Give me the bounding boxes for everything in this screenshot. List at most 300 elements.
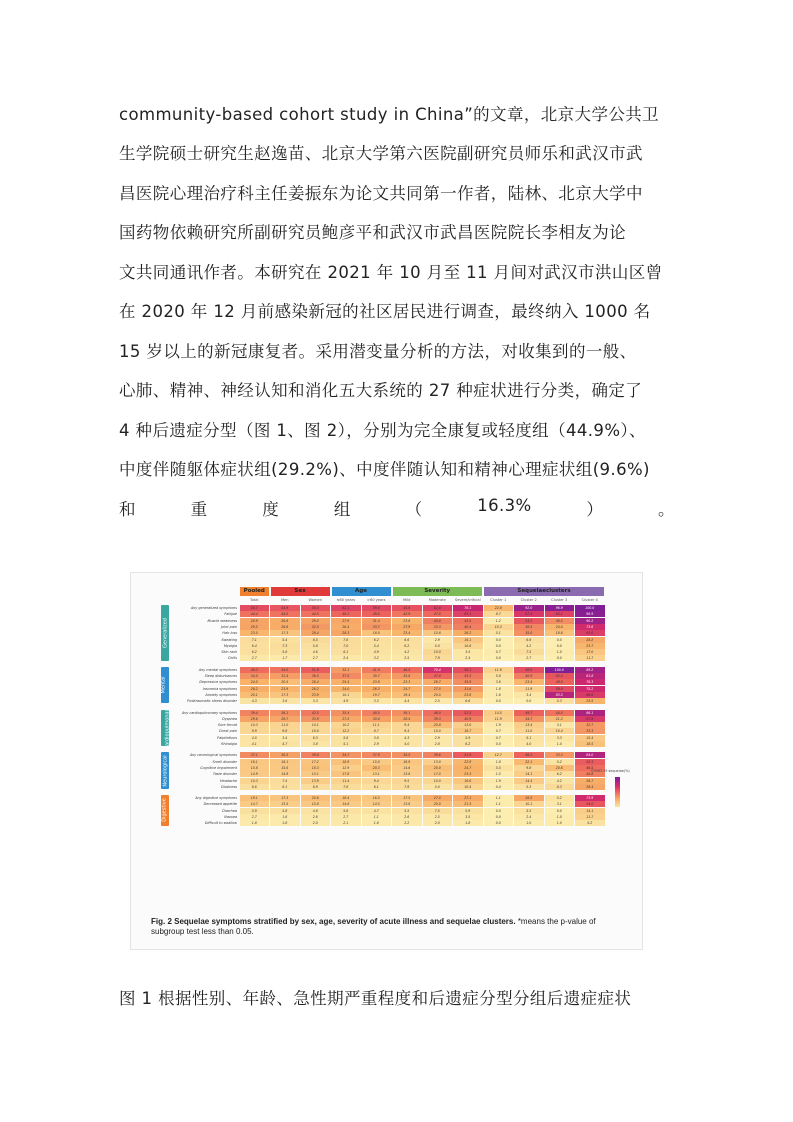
- heatmap-cell: 31.4: [270, 673, 300, 679]
- heatmap-cell: 28.5: [514, 795, 544, 801]
- heatmap-cell: 36.5: [545, 618, 575, 624]
- heatmap-cell: 0.0: [484, 655, 514, 661]
- heatmap-cell: 2.7: [514, 655, 544, 661]
- text-token: 和: [119, 500, 136, 519]
- row-label: Fatigue: [224, 612, 237, 617]
- row-label: Sleep disturbances: [204, 674, 237, 678]
- heatmap-cell: 24.0: [545, 624, 575, 630]
- heatmap-cell: 1.6: [362, 820, 392, 826]
- heatmap-cell: 40.8: [423, 618, 453, 624]
- heatmap-cell: 4.7: [270, 741, 300, 747]
- heatmap-cell: 32.5: [301, 624, 331, 630]
- heatmap-cell: 27.5: [331, 716, 361, 722]
- text-line: 国药物依赖研究所副研究员鲍彦平和武汉市武昌医院院长李相友为论: [119, 223, 626, 242]
- heatmap-cell: 5.8: [270, 808, 300, 814]
- heatmap-cell: 73.9: [575, 795, 605, 801]
- heatmap-cell: 5.3: [514, 784, 544, 790]
- heatmap-cell: 4.2: [392, 649, 422, 655]
- heatmap-cell: 5.5: [392, 808, 422, 814]
- heatmap-cell: 48.1: [331, 611, 361, 617]
- heatmap-cell: 2.0: [423, 820, 453, 826]
- caption-bold: Fig. 2 Sequelae symptoms stratified by sex, age, severity of acute illness and sequelae clusters.: [151, 917, 516, 926]
- heatmap-cell: 17.0: [575, 649, 605, 655]
- column-header: Moderate: [428, 598, 446, 602]
- heatmap-cell: 2.8: [423, 741, 453, 747]
- legend-gradient: [615, 777, 620, 807]
- heatmap-cell: 6.6: [514, 637, 544, 643]
- heatmap-cell: 10.3: [484, 624, 514, 630]
- heatmap-cell: 12.7: [484, 752, 514, 758]
- heatmap-cell: 46.5: [392, 667, 422, 673]
- heatmap-cell: 2.7: [331, 814, 361, 820]
- heatmap-cell: 40.9: [514, 673, 544, 679]
- group-header: Age: [332, 587, 391, 596]
- row-label: Anxiety symptoms: [205, 692, 237, 697]
- heatmap-cell: 3.4: [270, 735, 300, 741]
- heatmap-cell: 1.6: [484, 692, 514, 698]
- heatmap-cell: 2.4: [453, 655, 483, 661]
- heatmap-cell: 15.8: [423, 630, 453, 636]
- heatmap-cell: 7.5: [423, 808, 453, 814]
- text-line: 在 2020 年 12 月前感染新冠的社区居民进行调查，最终纳入 1000 名: [119, 302, 651, 321]
- heatmap-cell: 2.6: [301, 814, 331, 820]
- heatmap-cell: 1.1: [484, 795, 514, 801]
- row-label: Cognitive impairment: [200, 765, 237, 770]
- heatmap-cell: 42.9: [392, 611, 422, 617]
- heatmap-cell: 5.1: [484, 630, 514, 636]
- heatmap-cell: 26.7: [423, 679, 453, 685]
- row-label: Depressive symptoms: [199, 680, 237, 685]
- heatmap-cell: 22.9: [453, 759, 483, 765]
- figure-caption-english: [151, 917, 621, 937]
- row-label: Sore throat: [217, 723, 237, 728]
- heatmap-cell: 42.5: [301, 710, 331, 716]
- heatmap-cell: 1.9: [484, 778, 514, 784]
- heatmap-cell: 23.6: [392, 618, 422, 624]
- heatmap-cell: 33.3: [575, 728, 605, 734]
- row-label: Hair loss: [222, 631, 237, 636]
- text-token: ）: [586, 500, 604, 519]
- heatmap-cell: 16.1: [240, 759, 270, 765]
- heatmap-cell: 18.8: [545, 630, 575, 636]
- heatmap-cell: 0.0: [545, 637, 575, 643]
- heatmap-cell: 53.5: [514, 618, 544, 624]
- heatmap-cell: 8.5: [301, 637, 331, 643]
- heatmap-cell: 13.4: [514, 722, 544, 728]
- group-header: Pooled: [240, 587, 269, 596]
- heatmap-cell: 44.4: [240, 611, 270, 617]
- heatmap-cell: 6.9: [301, 784, 331, 790]
- heatmap-cell: 8.7: [484, 611, 514, 617]
- heatmap-cell: 5.9: [240, 808, 270, 814]
- heatmap-cell: 39.6: [423, 752, 453, 758]
- heatmap-cell: 3.1: [545, 801, 575, 807]
- heatmap-cell: 46.5: [575, 765, 605, 771]
- heatmap-cell: 11.4: [331, 778, 361, 784]
- heatmap-cell: 32.7: [575, 722, 605, 728]
- heatmap-cell: 5.6: [331, 735, 361, 741]
- column-header: Total: [250, 598, 259, 602]
- heatmap-cell: 86.1: [575, 710, 605, 716]
- heatmap-cell: 100.0: [545, 667, 575, 673]
- heatmap-cell: 32.1: [331, 667, 361, 673]
- heatmap-cell: 5.2: [545, 759, 575, 765]
- heatmap-cell: 58.1: [453, 667, 483, 673]
- heatmap-cell: 13.5: [270, 801, 300, 807]
- heatmap-cell: 14.5: [484, 710, 514, 716]
- heatmap-cell: 10.0: [423, 778, 453, 784]
- heatmap-cell: 27.5: [423, 795, 453, 801]
- heatmap-cell: 1.9: [484, 722, 514, 728]
- heatmap-cell: 34.5: [240, 673, 270, 679]
- heatmap-cell: 9.9: [240, 728, 270, 734]
- heatmap-cell: 5.9: [453, 735, 483, 741]
- heatmap-cell: 1.2: [484, 618, 514, 624]
- heatmap-cell: 6.3: [301, 735, 331, 741]
- heatmap-cell: 16.9: [392, 759, 422, 765]
- heatmap-cell: 1.1: [484, 801, 514, 807]
- heatmap-cell: 11.1: [362, 722, 392, 728]
- text-line: 文共同通讯作者。本研究在 2021 年 10 月至 11 月间对武汉市洪山区曾: [119, 263, 663, 282]
- heatmap-cell: 4.2: [545, 778, 575, 784]
- heatmap-cell: 3.5: [453, 814, 483, 820]
- text-line-justified: [119, 496, 675, 520]
- heatmap-cell: 49.7: [514, 710, 544, 716]
- heatmap-cell: 23.6: [453, 692, 483, 698]
- heatmap-cell: 11.9: [514, 686, 544, 692]
- heatmap-cell: 7.5: [514, 649, 544, 655]
- heatmap-cell: 10.6: [453, 643, 483, 649]
- heatmap-cell: 20.6: [545, 765, 575, 771]
- heatmap-cell: 16.6: [453, 778, 483, 784]
- heatmap-cell: 7.3: [270, 643, 300, 649]
- row-label: Sweating: [221, 637, 237, 642]
- heatmap-cell: 36.5: [301, 673, 331, 679]
- heatmap-cell: 35.4: [331, 710, 361, 716]
- heatmap-cell: 5.6: [331, 808, 361, 814]
- heatmap-cell: 4.6: [301, 649, 331, 655]
- heatmap-cell: 34.7: [331, 752, 361, 758]
- heatmap-cell: 2.9: [423, 637, 453, 643]
- heatmap-cell: 27.1: [453, 795, 483, 801]
- text-token: 16.3%: [477, 496, 532, 515]
- heatmap-cell: 20.3: [362, 765, 392, 771]
- heatmap-cell: 5.8: [270, 649, 300, 655]
- heatmap-cell: 11.9: [484, 667, 514, 673]
- heatmap-cell: 39.8: [301, 752, 331, 758]
- heatmap-cell: 5.1: [514, 735, 544, 741]
- heatmap-cell: 1.0: [514, 820, 544, 826]
- heatmap-cell: 20.0: [423, 801, 453, 807]
- heatmap-cell: 34.7: [514, 716, 544, 722]
- heatmap-cell: 2.5: [423, 698, 453, 704]
- heatmap-cell: 38.5: [514, 624, 544, 630]
- heatmap-cell: 15.6: [270, 765, 300, 771]
- heatmap-cell: 26.6: [270, 624, 300, 630]
- heatmap-cell: 10.3: [240, 722, 270, 728]
- text-line: community-based cohort study in China”的文章，北京大学公共卫: [119, 105, 660, 124]
- heatmap-cell: 20.5: [423, 692, 453, 698]
- heatmap-cell: 10.0: [423, 728, 453, 734]
- heatmap-cell: 4.0: [392, 741, 422, 747]
- section-label: Neurological: [161, 752, 169, 789]
- heatmap-cell: 28.4: [301, 630, 331, 636]
- heatmap-cell: 0.4: [484, 784, 514, 790]
- heatmap-cell: 0.0: [484, 698, 514, 704]
- heatmap-cell: 55.4: [545, 673, 575, 679]
- heatmap-cell: 0.7: [484, 649, 514, 655]
- heatmap-cell: 58.0: [514, 667, 544, 673]
- heatmap-cell: 24.7: [392, 686, 422, 692]
- heatmap-cell: 62.1: [331, 605, 361, 611]
- heatmap-cell: 62.8: [423, 605, 453, 611]
- heatmap-cell: 2.7: [240, 814, 270, 820]
- heatmap-cell: 33.9: [301, 716, 331, 722]
- column-header: Women: [308, 598, 323, 602]
- heatmap-cell: 2.6: [392, 814, 422, 820]
- heatmap-cell: 83.5: [545, 692, 575, 698]
- row-label: Any generalized symptoms: [190, 606, 237, 610]
- row-label: Smell disorder: [212, 759, 237, 764]
- heatmap-cell: 20.0: [423, 765, 453, 771]
- heatmap-cell: 3.1: [545, 722, 575, 728]
- heatmap-cell: 36.1: [392, 710, 422, 716]
- heatmap-cell: 5.4: [362, 643, 392, 649]
- heatmap-cell: 1.0: [545, 814, 575, 820]
- heatmap-cell: 2.7: [301, 655, 331, 661]
- text-line: 15 岁以上的新冠康复者。采用潜变量分析的方法，对收集到的一般、: [119, 342, 637, 361]
- heatmap-cell: 73.6: [575, 624, 605, 630]
- heatmap-cell: 14.1: [575, 808, 605, 814]
- heatmap-cell: 37.5: [331, 673, 361, 679]
- heatmap-cell: 2.9: [362, 741, 392, 747]
- heatmap-cell: 10.2: [331, 722, 361, 728]
- heatmap-cell: 21.3: [453, 801, 483, 807]
- column-header: Cluster 1: [490, 598, 507, 602]
- heatmap-cell: 0.7: [484, 728, 514, 734]
- heatmap-cell: 28.4: [392, 716, 422, 722]
- heatmap-cell: 6.2: [240, 649, 270, 655]
- heatmap-cell: 0.0: [484, 637, 514, 643]
- column-header: Severe/critical: [454, 598, 481, 602]
- heatmap-cell: 23.9: [270, 686, 300, 692]
- section-label: Mental: [161, 667, 169, 704]
- heatmap-cell: 26.2: [240, 686, 270, 692]
- column-header: ≤60 years: [336, 598, 356, 602]
- heatmap-cell: 12.2: [331, 728, 361, 734]
- heatmap-cell: 27.5: [423, 686, 453, 692]
- heatmap-cell: 3.8: [301, 741, 331, 747]
- heatmap-cell: 10.0: [301, 728, 331, 734]
- heatmap-cell: 47.5: [423, 611, 453, 617]
- heatmap-cell: 17.2: [301, 759, 331, 765]
- heatmap-cell: 2.7: [240, 655, 270, 661]
- heatmap-cell: 0.0: [484, 741, 514, 747]
- heatmap-cell: 13.0: [453, 722, 483, 728]
- heatmap-cell: 6.2: [362, 637, 392, 643]
- heatmap-cell: 2.4: [331, 655, 361, 661]
- heatmap-cell: 23.4: [514, 679, 544, 685]
- heatmap-cell: 9.4: [362, 778, 392, 784]
- heatmap-cell: 49.5: [362, 611, 392, 617]
- heatmap-cell: 33.7: [362, 624, 392, 630]
- heatmap-cell: 15.1: [301, 771, 331, 777]
- heatmap-cell: 13.9: [301, 778, 331, 784]
- column-header: >60 years: [366, 598, 386, 602]
- heatmap-cell: 6.6: [392, 637, 422, 643]
- heatmap-cell: 14.6: [392, 765, 422, 771]
- heatmap-cell: 3.3: [545, 735, 575, 741]
- heatmap-cell: 44.5: [545, 710, 575, 716]
- heatmap-cell: 55.6: [392, 605, 422, 611]
- text-token: 度: [262, 500, 280, 519]
- heatmap-cell: 2.5: [392, 655, 422, 661]
- row-label: Skin rash: [221, 650, 237, 655]
- heatmap-cell: 0.0: [484, 643, 514, 649]
- heatmap-cell: 18.0: [362, 630, 392, 636]
- heatmap-cell: 1.1: [362, 814, 392, 820]
- heatmap-cell: 14.4: [514, 778, 544, 784]
- heatmap-cell: 15.8: [301, 801, 331, 807]
- heatmap-cell: 1.8: [240, 820, 270, 826]
- row-label: Any digestive symptoms: [195, 796, 237, 801]
- heatmap-cell: 20.5: [270, 679, 300, 685]
- heatmap-cell: 5.8: [301, 643, 331, 649]
- heatmap-cell: 29.5: [240, 624, 270, 630]
- heatmap-cell: 28.2: [575, 637, 605, 643]
- heatmap-cell: 44.5: [270, 611, 300, 617]
- text-line: 生学院硕士研究生赵逸苗、北京大学第六医院副研究员师乐和武汉市武: [119, 144, 643, 163]
- heatmap-cell: 3.5: [453, 649, 483, 655]
- row-label: Palpitations: [217, 735, 237, 740]
- text-token: （: [405, 500, 423, 519]
- heatmap-cell: 17.6: [331, 771, 361, 777]
- heatmap-cell: 17.5: [423, 771, 453, 777]
- figure-caption: 图 1 根据性别、年龄、急性期严重程度和后遗症分型分组后遗症症状: [119, 989, 632, 1008]
- text-token: 。: [658, 500, 675, 519]
- heatmap-cell: 13.0: [423, 759, 453, 765]
- heatmap-cell: 59.4: [545, 686, 575, 692]
- heatmap-cell: 31.4: [362, 618, 392, 624]
- heatmap-cell: 24.0: [331, 686, 361, 692]
- section-label: Generalized: [161, 605, 169, 661]
- heatmap-cell: 24.7: [453, 765, 483, 771]
- heatmap-cell: 14.1: [514, 771, 544, 777]
- row-label: Any cardiopulmonary symptoms: [181, 710, 237, 715]
- heatmap-cell: 11.9: [484, 716, 514, 722]
- heatmap-cell: 8.7: [362, 728, 392, 734]
- column-header: Cluster 4: [581, 598, 598, 602]
- heatmap-cell: 39.4: [240, 710, 270, 716]
- heatmap-table: [153, 587, 630, 927]
- row-label: Myalgia: [223, 643, 237, 648]
- heatmap-cell: 14.7: [240, 801, 270, 807]
- heatmap-cell: 63.1: [453, 611, 483, 617]
- heatmap-cell: 67.4: [514, 611, 544, 617]
- row-label: Chest pain: [218, 729, 237, 734]
- heatmap-cell: 31.6: [453, 686, 483, 692]
- heatmap-cell: 7.4: [270, 778, 300, 784]
- heatmap-cell: 15.8: [240, 765, 270, 771]
- text-token: 组: [333, 500, 351, 519]
- heatmap-cell: 17.3: [270, 630, 300, 636]
- heatmap-cell: 19.7: [362, 692, 392, 698]
- row-label: Difficult to swallow: [204, 821, 237, 826]
- heatmap-cell: 26.4: [331, 624, 361, 630]
- heatmap-cell: 49.0: [545, 679, 575, 685]
- heatmap-cell: 54.9: [270, 605, 300, 611]
- row-label: Chills: [227, 656, 237, 661]
- heatmap-cell: 67.9: [575, 716, 605, 722]
- heatmap-cell: 1.6: [270, 814, 300, 820]
- section-label: Digestive: [161, 795, 169, 826]
- row-label: Headache: [219, 778, 237, 783]
- heatmap-cell: 10.1: [514, 801, 544, 807]
- heatmap-cell: 26.7: [575, 778, 605, 784]
- heatmap-cell: 51.9: [301, 667, 331, 673]
- heatmap-cell: 0.0: [484, 808, 514, 814]
- heatmap-cell: 1.5: [484, 771, 514, 777]
- heatmap-cell: 21.2: [545, 716, 575, 722]
- heatmap-cell: 40.4: [453, 624, 483, 630]
- heatmap-cell: 4.9: [331, 698, 361, 704]
- heatmap-cell: 23.9: [301, 692, 331, 698]
- heatmap-cell: 12.9: [331, 765, 361, 771]
- heatmap-cell: 9.8: [270, 728, 300, 734]
- row-label: Rhinalgia: [221, 742, 237, 746]
- heatmap-cell: 51.9: [453, 752, 483, 758]
- heatmap-cell: 19.4: [392, 692, 422, 698]
- text-line: 心肺、精神、神经认知和消化五大系统的 27 种症状进行分类，确定了: [119, 381, 643, 400]
- heatmap-cell: 5.2: [575, 820, 605, 826]
- heatmap-cell: 9.4: [392, 722, 422, 728]
- heatmap-cell: 5.5: [484, 765, 514, 771]
- heatmap-cell: 54.0: [575, 801, 605, 807]
- heatmap-cell: 5.1: [331, 741, 361, 747]
- row-label: Nausea: [224, 815, 237, 819]
- heatmap-cell: 23.7: [575, 643, 605, 649]
- heatmap-cell: 40.5: [362, 710, 392, 716]
- heatmap-cell: 36.1: [270, 710, 300, 716]
- row-label: Taste disorder: [212, 772, 237, 777]
- heatmap-cell: 6.2: [392, 643, 422, 649]
- heatmap-cell: 18.9: [331, 759, 361, 765]
- heatmap-cell: 16.1: [453, 637, 483, 643]
- heatmap-cell: 2.2: [392, 820, 422, 826]
- heatmap-cell: 11.7: [575, 814, 605, 820]
- heatmap-cell: 28.4: [575, 784, 605, 790]
- heatmap-cell: 7.9: [392, 784, 422, 790]
- row-label: Joint pain: [221, 624, 237, 629]
- heatmap-cell: 13.6: [392, 771, 422, 777]
- heatmap-cell: 29.5: [301, 618, 331, 624]
- heatmap-cell: 3.8: [362, 735, 392, 741]
- heatmap-cell: 5.2: [545, 795, 575, 801]
- row-label: Decreased appetite: [203, 802, 237, 807]
- heatmap-cell: 20.6: [301, 795, 331, 801]
- heatmap-cell: 24.5: [240, 679, 270, 685]
- heatmap-cell: 39.3: [423, 716, 453, 722]
- column-header: Cluster 3: [551, 598, 568, 602]
- heatmap-cell: 28.3: [331, 630, 361, 636]
- heatmap-cell: 23.4: [392, 630, 422, 636]
- column-header: Men: [280, 598, 289, 602]
- heatmap-cell: 1.8: [484, 686, 514, 692]
- text-token: 重: [190, 500, 208, 519]
- heatmap-cell: 6.2: [545, 771, 575, 777]
- text-line: 中度伴随躯体症状组(29.2%)、中度伴随认知和精神心理症状组(9.6%): [119, 460, 650, 479]
- caption-rest: *means the p-value of subgroup test less than 0.05.: [151, 917, 596, 936]
